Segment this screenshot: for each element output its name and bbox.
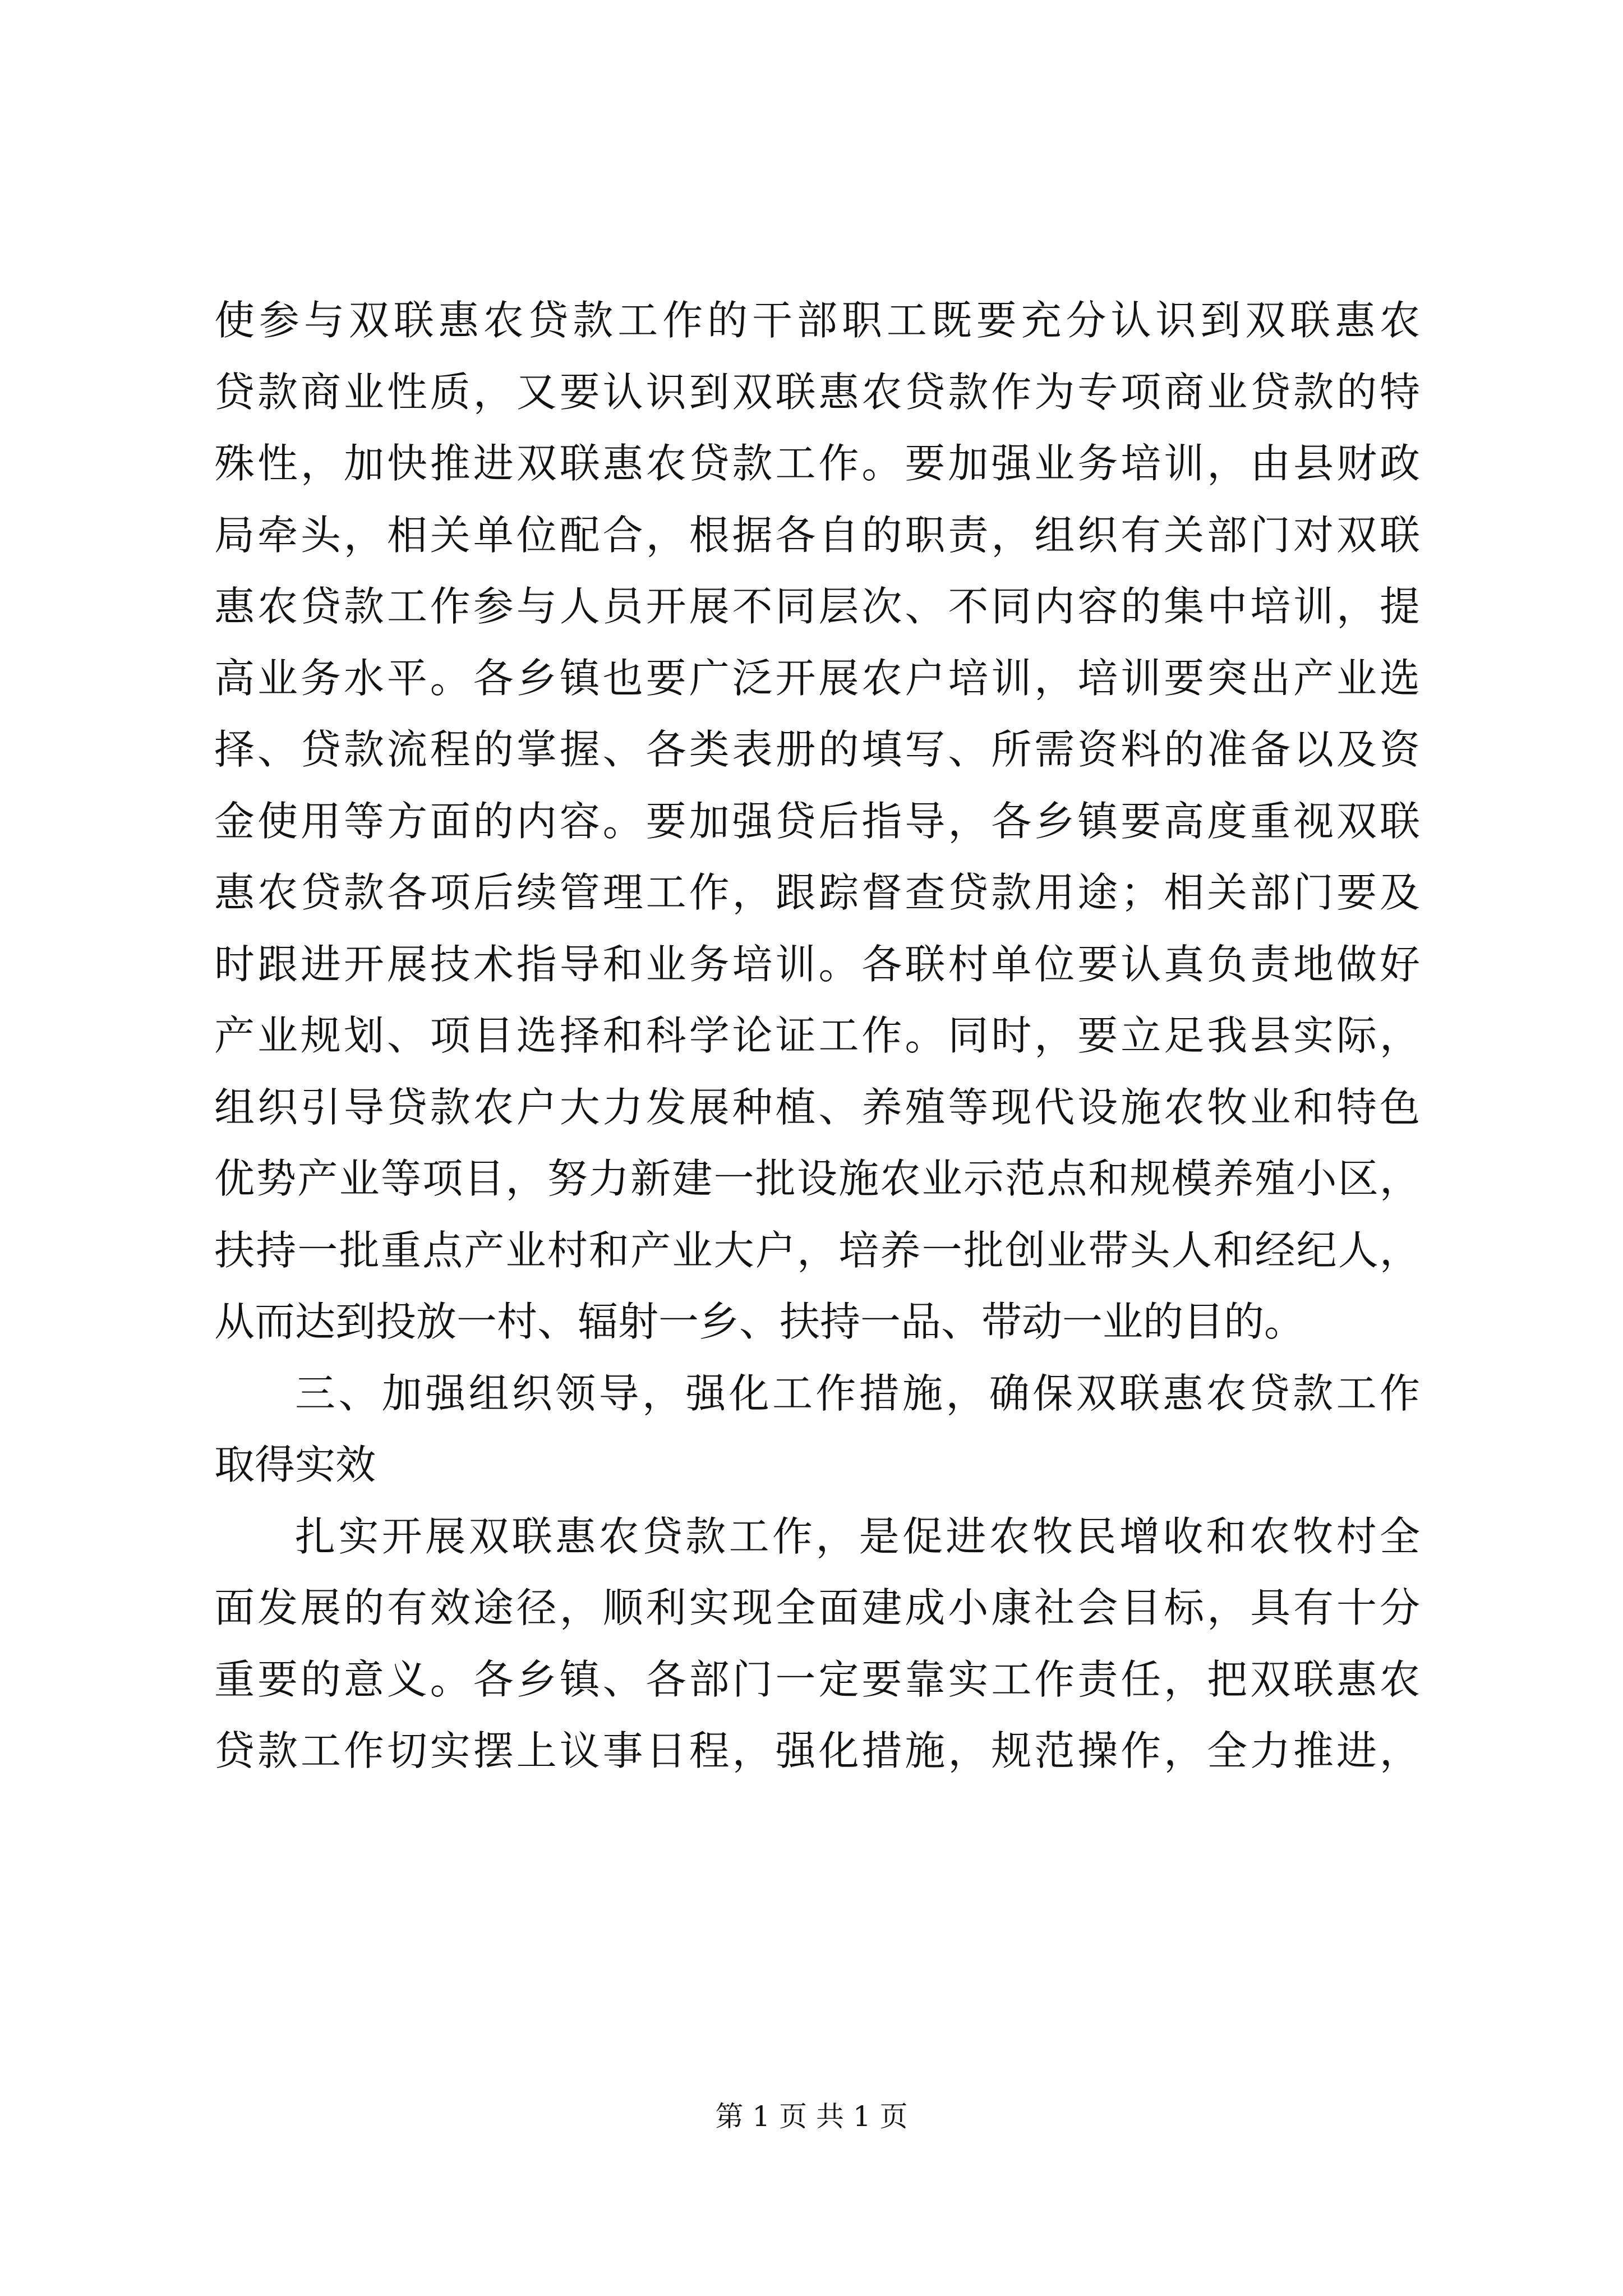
- text-line: 从而达到投放一村、辐射一乡、扶持一品、带动一业的目的。: [214, 1298, 1305, 1345]
- text-line: 组织引导贷款农户大力发展种植、养殖等现代设施农牧业和特色: [214, 1083, 1420, 1131]
- text-line: 高业务水平。各乡镇也要广泛开展农户培训，培训要突出产业选: [214, 654, 1420, 702]
- text-line: 殊性，加快推进双联惠农贷款工作。要加强业务培训，由县财政: [214, 440, 1420, 487]
- body-text: [214, 285, 1420, 1787]
- section-heading: 三、加强组织领导，强化工作措施，确保双联惠农贷款工作: [295, 1369, 1420, 1417]
- section-heading-continued: 取得实效: [214, 1441, 376, 1488]
- text-line: 优势产业等项目，努力新建一批设施农业示范点和规模养殖小区，: [214, 1155, 1420, 1202]
- text-line: 惠农贷款工作参与人员开展不同层次、不同内容的集中培训，提: [214, 583, 1420, 630]
- text-line: 扶持一批重点产业村和产业大户，培养一批创业带头人和经纪人，: [214, 1226, 1420, 1274]
- text-line: 面发展的有效途径，顺利实现全面建成小康社会目标，具有十分: [214, 1584, 1420, 1631]
- text-line: 贷款商业性质，又要认识到双联惠农贷款作为专项商业贷款的特: [214, 368, 1420, 416]
- text-line: 惠农贷款各项后续管理工作，跟踪督查贷款用途；相关部门要及: [214, 869, 1420, 916]
- text-line: 使参与双联惠农贷款工作的干部职工既要充分认识到双联惠农: [214, 297, 1420, 344]
- text-line: 产业规划、项目选择和科学论证工作。同时，要立足我县实际，: [214, 1012, 1420, 1059]
- text-line: 重要的意义。各乡镇、各部门一定要靠实工作责任，把双联惠农: [214, 1655, 1420, 1703]
- text-line: 择、贷款流程的掌握、各类表册的填写、所需资料的准备以及资: [214, 726, 1420, 773]
- text-line: 贷款工作切实摆上议事日程，强化措施，规范操作，全力推进，: [214, 1727, 1420, 1774]
- text-line: 金使用等方面的内容。要加强贷后指导，各乡镇要高度重视双联: [214, 797, 1420, 845]
- page-number-footer: 第 1 页 共 1 页: [715, 2100, 908, 2133]
- text-line: 扎实开展双联惠农贷款工作，是促进农牧民增收和农牧村全: [295, 1512, 1420, 1560]
- text-line: 局牵头，相关单位配合，根据各自的职责，组织有关部门对双联: [214, 511, 1420, 559]
- text-line: 时跟进开展技术指导和业务培训。各联村单位要认真负责地做好: [214, 940, 1420, 988]
